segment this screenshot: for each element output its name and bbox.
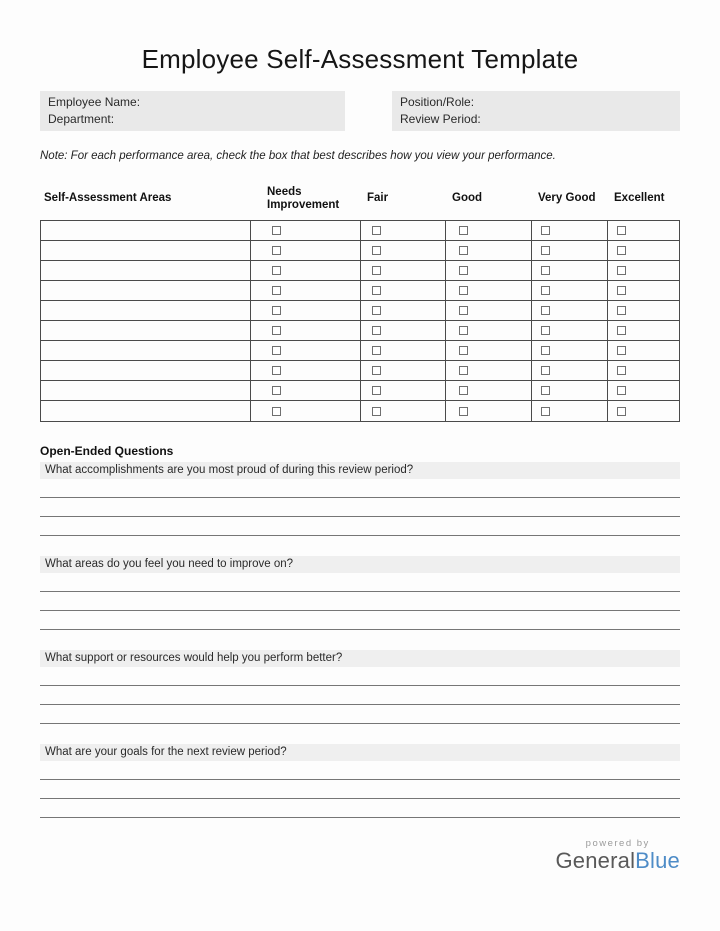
table-row (41, 301, 679, 321)
question-block (40, 556, 680, 630)
assessment-table-body (40, 220, 680, 422)
rating-cell (445, 321, 531, 340)
note-text: Note: For each performance area, check the box that best describes how you view your performance. (40, 150, 556, 162)
rating-cell (445, 341, 531, 360)
answer-line[interactable] (40, 686, 680, 705)
rating-checkbox[interactable] (459, 326, 468, 335)
rating-cell (445, 241, 531, 260)
table-row (41, 241, 679, 261)
rating-cell (607, 281, 681, 300)
column-header-areas: Self-Assessment Areas (44, 192, 172, 204)
position-info-box[interactable] (392, 91, 680, 131)
rating-checkbox[interactable] (372, 226, 381, 235)
rating-cell (531, 301, 607, 320)
open-ended-heading: Open-Ended Questions (40, 444, 174, 458)
question-text: What areas do you feel you need to improve on? (40, 556, 680, 573)
brand-blue-text: Blue (635, 848, 680, 873)
answer-line[interactable] (40, 780, 680, 799)
rating-cell (445, 381, 531, 400)
page-title: Employee Self-Assessment Template (141, 44, 579, 74)
rating-checkbox[interactable] (541, 246, 550, 255)
powered-by-label: powered by (585, 838, 650, 849)
rating-checkbox[interactable] (617, 246, 626, 255)
rating-cell (607, 341, 681, 360)
rating-checkbox[interactable] (459, 286, 468, 295)
rating-checkbox[interactable] (459, 346, 468, 355)
column-header-excellent: Excellent (614, 192, 665, 204)
self-assessment-area-cell[interactable] (41, 221, 250, 240)
rating-cell (531, 221, 607, 240)
rating-checkbox[interactable] (541, 266, 550, 275)
rating-checkbox[interactable] (459, 246, 468, 255)
rating-checkbox[interactable] (617, 407, 626, 416)
rating-checkbox[interactable] (272, 226, 281, 235)
rating-checkbox[interactable] (617, 266, 626, 275)
rating-cell (531, 341, 607, 360)
employee-name-field[interactable]: Employee Name: (48, 95, 141, 109)
rating-cell (531, 361, 607, 380)
question-text: What accomplishments are you most proud of during this review period? (40, 462, 680, 479)
rating-checkbox[interactable] (272, 266, 281, 275)
self-assessment-area-cell[interactable] (41, 241, 250, 260)
answer-line[interactable] (40, 705, 680, 724)
rating-cell (360, 341, 445, 360)
rating-cell (607, 401, 681, 421)
rating-cell (531, 281, 607, 300)
answer-line[interactable] (40, 611, 680, 630)
question-text: What are your goals for the next review period? (40, 744, 680, 761)
self-assessment-area-cell[interactable] (41, 281, 250, 300)
rating-cell (607, 321, 681, 340)
rating-checkbox[interactable] (272, 407, 281, 416)
footer-brand-block (555, 838, 680, 873)
rating-checkbox[interactable] (272, 306, 281, 315)
rating-cell (531, 241, 607, 260)
rating-cell (445, 221, 531, 240)
rating-cell (250, 361, 360, 380)
rating-cell (607, 241, 681, 260)
column-header-good: Good (452, 192, 483, 204)
rating-cell (607, 381, 681, 400)
rating-checkbox[interactable] (459, 266, 468, 275)
rating-cell (360, 221, 445, 240)
open-ended-questions (40, 462, 680, 818)
answer-line[interactable] (40, 761, 680, 780)
rating-checkbox[interactable] (459, 226, 468, 235)
rating-checkbox[interactable] (459, 407, 468, 416)
rating-cell (531, 261, 607, 280)
rating-checkbox[interactable] (272, 366, 281, 375)
table-row (41, 221, 679, 241)
rating-cell (531, 321, 607, 340)
rating-checkbox[interactable] (372, 266, 381, 275)
rating-checkbox[interactable] (541, 366, 550, 375)
table-row (41, 261, 679, 281)
rating-cell (445, 401, 531, 421)
question-block (40, 462, 680, 536)
rating-checkbox[interactable] (617, 346, 626, 355)
info-fields-row (40, 91, 680, 131)
table-row (41, 381, 679, 401)
rating-cell (250, 301, 360, 320)
column-header-very-good: Very Good (538, 192, 596, 204)
rating-cell (445, 361, 531, 380)
rating-cell (250, 261, 360, 280)
rating-checkbox[interactable] (372, 246, 381, 255)
rating-checkbox[interactable] (272, 326, 281, 335)
rating-cell (445, 301, 531, 320)
rating-checkbox[interactable] (541, 346, 550, 355)
rating-cell (360, 301, 445, 320)
question-text: What support or resources would help you perform better? (40, 650, 680, 667)
rating-cell (360, 321, 445, 340)
rating-cell (250, 321, 360, 340)
self-assessment-area-cell[interactable] (41, 341, 250, 360)
rating-cell (607, 221, 681, 240)
answer-line[interactable] (40, 799, 680, 818)
self-assessment-area-cell[interactable] (41, 321, 250, 340)
rating-cell (607, 261, 681, 280)
rating-checkbox[interactable] (541, 326, 550, 335)
rating-cell (250, 341, 360, 360)
answer-line[interactable] (40, 498, 680, 517)
rating-checkbox[interactable] (459, 366, 468, 375)
rating-cell (250, 401, 360, 421)
rating-checkbox[interactable] (541, 226, 550, 235)
rating-cell (531, 381, 607, 400)
question-block (40, 744, 680, 818)
table-row (41, 281, 679, 301)
assessment-table-header (40, 182, 680, 215)
rating-cell (360, 401, 445, 421)
rating-checkbox[interactable] (459, 306, 468, 315)
rating-checkbox[interactable] (272, 386, 281, 395)
self-assessment-area-cell[interactable] (41, 401, 250, 421)
rating-checkbox[interactable] (372, 386, 381, 395)
rating-cell (250, 381, 360, 400)
rating-checkbox[interactable] (617, 366, 626, 375)
rating-checkbox[interactable] (541, 407, 550, 416)
self-assessment-area-cell[interactable] (41, 261, 250, 280)
rating-cell (607, 301, 681, 320)
rating-checkbox[interactable] (617, 226, 626, 235)
assessment-table (40, 182, 680, 422)
rating-checkbox[interactable] (272, 346, 281, 355)
brand-general-text: General (555, 848, 636, 873)
rating-checkbox[interactable] (372, 286, 381, 295)
column-header-needs-improvement: Needs Improvement (267, 185, 340, 211)
table-row (41, 341, 679, 361)
rating-cell (360, 261, 445, 280)
rating-cell (360, 241, 445, 260)
rating-checkbox[interactable] (372, 326, 381, 335)
position-role-field[interactable]: Position/Role: (400, 95, 475, 109)
rating-checkbox[interactable] (617, 306, 626, 315)
rating-cell (250, 281, 360, 300)
self-assessment-area-cell[interactable] (41, 381, 250, 400)
answer-line[interactable] (40, 573, 680, 592)
table-row (41, 361, 679, 381)
table-row (41, 401, 679, 421)
rating-checkbox[interactable] (372, 407, 381, 416)
rating-checkbox[interactable] (272, 286, 281, 295)
answer-line[interactable] (40, 592, 680, 611)
rating-checkbox[interactable] (372, 366, 381, 375)
rating-cell (250, 241, 360, 260)
question-block (40, 650, 680, 724)
rating-checkbox[interactable] (541, 286, 550, 295)
table-row (41, 321, 679, 341)
rating-checkbox[interactable] (272, 246, 281, 255)
self-assessment-area-cell[interactable] (41, 361, 250, 380)
rating-cell (445, 281, 531, 300)
department-field[interactable]: Department: (48, 112, 115, 126)
rating-checkbox[interactable] (459, 386, 468, 395)
answer-line[interactable] (40, 517, 680, 536)
review-period-field[interactable]: Review Period: (400, 112, 481, 126)
rating-checkbox[interactable] (617, 326, 626, 335)
rating-cell (607, 361, 681, 380)
column-header-fair: Fair (367, 192, 389, 204)
rating-cell (445, 261, 531, 280)
generalblue-logo (555, 849, 680, 873)
rating-checkbox[interactable] (372, 346, 381, 355)
rating-cell (531, 401, 607, 421)
rating-cell (360, 381, 445, 400)
rating-checkbox[interactable] (617, 286, 626, 295)
rating-cell (360, 281, 445, 300)
answer-line[interactable] (40, 667, 680, 686)
rating-cell (250, 221, 360, 240)
self-assessment-area-cell[interactable] (41, 301, 250, 320)
rating-checkbox[interactable] (372, 306, 381, 315)
rating-checkbox[interactable] (541, 386, 550, 395)
rating-checkbox[interactable] (617, 386, 626, 395)
rating-cell (360, 361, 445, 380)
employee-info-box[interactable] (40, 91, 345, 131)
answer-line[interactable] (40, 479, 680, 498)
rating-checkbox[interactable] (541, 306, 550, 315)
